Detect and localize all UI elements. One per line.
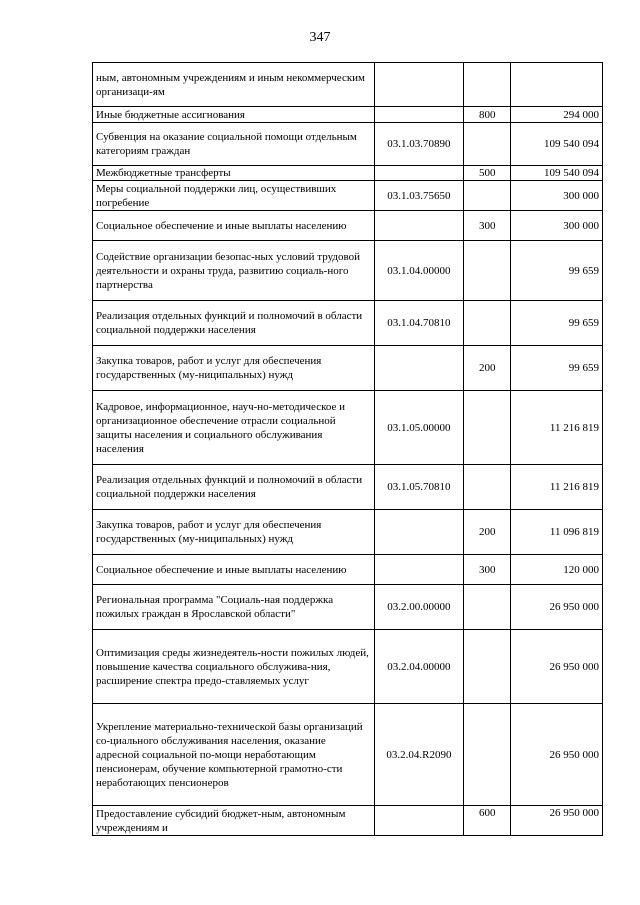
amount: 26 950 000 xyxy=(511,806,603,836)
target-code: 03.1.04.70810 xyxy=(374,301,464,346)
target-code: 03.2.04.00000 xyxy=(374,630,464,704)
item-name: Иные бюджетные ассигнования xyxy=(93,107,375,123)
table-row xyxy=(93,346,603,391)
table-row xyxy=(93,123,603,166)
amount: 11 216 819 xyxy=(511,391,603,465)
target-code: 03.1.04.00000 xyxy=(374,241,464,301)
amount: 109 540 094 xyxy=(511,166,603,181)
expense-type xyxy=(464,63,511,107)
table-row xyxy=(93,704,603,806)
table-row xyxy=(93,63,603,107)
item-name: Содействие организации безопас-ных условий трудовой деятельности и охраны труда, развитию социаль-ного партнерства xyxy=(93,241,375,301)
target-code xyxy=(374,806,464,836)
target-code: 03.1.05.00000 xyxy=(374,391,464,465)
expense-type xyxy=(464,704,511,806)
amount: 300 000 xyxy=(511,181,603,211)
amount: 26 950 000 xyxy=(511,630,603,704)
amount: 11 216 819 xyxy=(511,465,603,510)
expense-type: 800 xyxy=(464,107,511,123)
expense-type: 500 xyxy=(464,166,511,181)
item-name: Оптимизация среды жизнедеятель-ности пожилых людей, повышение качества социального обслужива-ния, расширение спектра предо-ставляемых услуг xyxy=(93,630,375,704)
table-row xyxy=(93,510,603,555)
amount: 294 000 xyxy=(511,107,603,123)
amount: 99 659 xyxy=(511,241,603,301)
target-code: 03.1.03.70890 xyxy=(374,123,464,166)
item-name: Региональная программа "Социаль-ная поддержка пожилых граждан в Ярославской области" xyxy=(93,585,375,630)
table-row xyxy=(93,391,603,465)
table-row xyxy=(93,806,603,836)
expense-type: 200 xyxy=(464,510,511,555)
target-code xyxy=(374,510,464,555)
target-code xyxy=(374,346,464,391)
item-name: Закупка товаров, работ и услуг для обеспечения государственных (му-ниципальных) нужд xyxy=(93,510,375,555)
item-name: Кадровое, информационное, науч-но-методическое и организационное обеспечение отрасли социальной защиты населения и социального обслуживания населения xyxy=(93,391,375,465)
expense-type xyxy=(464,465,511,510)
amount: 26 950 000 xyxy=(511,585,603,630)
item-name: ным, автономным учреждениям и иным некоммерческим организаци-ям xyxy=(93,63,375,107)
item-name: Меры социальной поддержки лиц, осуществивших погребение xyxy=(93,181,375,211)
amount: 300 000 xyxy=(511,211,603,241)
expense-type xyxy=(464,123,511,166)
table-row xyxy=(93,555,603,585)
table-row xyxy=(93,181,603,211)
expense-type: 600 xyxy=(464,806,511,836)
target-code xyxy=(374,63,464,107)
item-name: Предоставление субсидий бюджет-ным, автономным учреждениям и xyxy=(93,806,375,836)
table-row xyxy=(93,211,603,241)
target-code: 03.1.05.70810 xyxy=(374,465,464,510)
amount xyxy=(511,63,603,107)
amount: 120 000 xyxy=(511,555,603,585)
item-name: Реализация отдельных функций и полномочий в области социальной поддержки населения xyxy=(93,301,375,346)
item-name: Межбюджетные трансферты xyxy=(93,166,375,181)
table-row xyxy=(93,241,603,301)
target-code: 03.2.00.00000 xyxy=(374,585,464,630)
expense-type: 200 xyxy=(464,346,511,391)
target-code: 03.1.03.75650 xyxy=(374,181,464,211)
amount: 99 659 xyxy=(511,346,603,391)
budget-table xyxy=(92,62,603,836)
table-row xyxy=(93,166,603,181)
amount: 26 950 000 xyxy=(511,704,603,806)
item-name: Субвенция на оказание социальной помощи отдельным категориям граждан xyxy=(93,123,375,166)
target-code xyxy=(374,211,464,241)
target-code xyxy=(374,107,464,123)
expense-type xyxy=(464,630,511,704)
item-name: Социальное обеспечение и иные выплаты населению xyxy=(93,211,375,241)
amount: 11 096 819 xyxy=(511,510,603,555)
item-name: Укрепление материально-технической базы организаций со-циального обслуживания населения, оказание адресной социальной по-мощи неработающим пенсионерам, обучение компьютерной грамотно-сти неработающих пенсионеров xyxy=(93,704,375,806)
table-row xyxy=(93,630,603,704)
expense-type xyxy=(464,391,511,465)
expense-type: 300 xyxy=(464,555,511,585)
target-code xyxy=(374,555,464,585)
table-row xyxy=(93,585,603,630)
target-code: 03.2.04.R2090 xyxy=(374,704,464,806)
item-name: Социальное обеспечение и иные выплаты населению xyxy=(93,555,375,585)
target-code xyxy=(374,166,464,181)
expense-type xyxy=(464,241,511,301)
table-row xyxy=(93,301,603,346)
expense-type xyxy=(464,181,511,211)
expense-type xyxy=(464,585,511,630)
amount: 99 659 xyxy=(511,301,603,346)
expense-type: 300 xyxy=(464,211,511,241)
amount: 109 540 094 xyxy=(511,123,603,166)
table-row xyxy=(93,107,603,123)
table-row xyxy=(93,465,603,510)
expense-type xyxy=(464,301,511,346)
item-name: Реализация отдельных функций и полномочий в области социальной поддержки населения xyxy=(93,465,375,510)
page-number: 347 xyxy=(309,30,331,45)
item-name: Закупка товаров, работ и услуг для обеспечения государственных (му-ниципальных) нужд xyxy=(93,346,375,391)
